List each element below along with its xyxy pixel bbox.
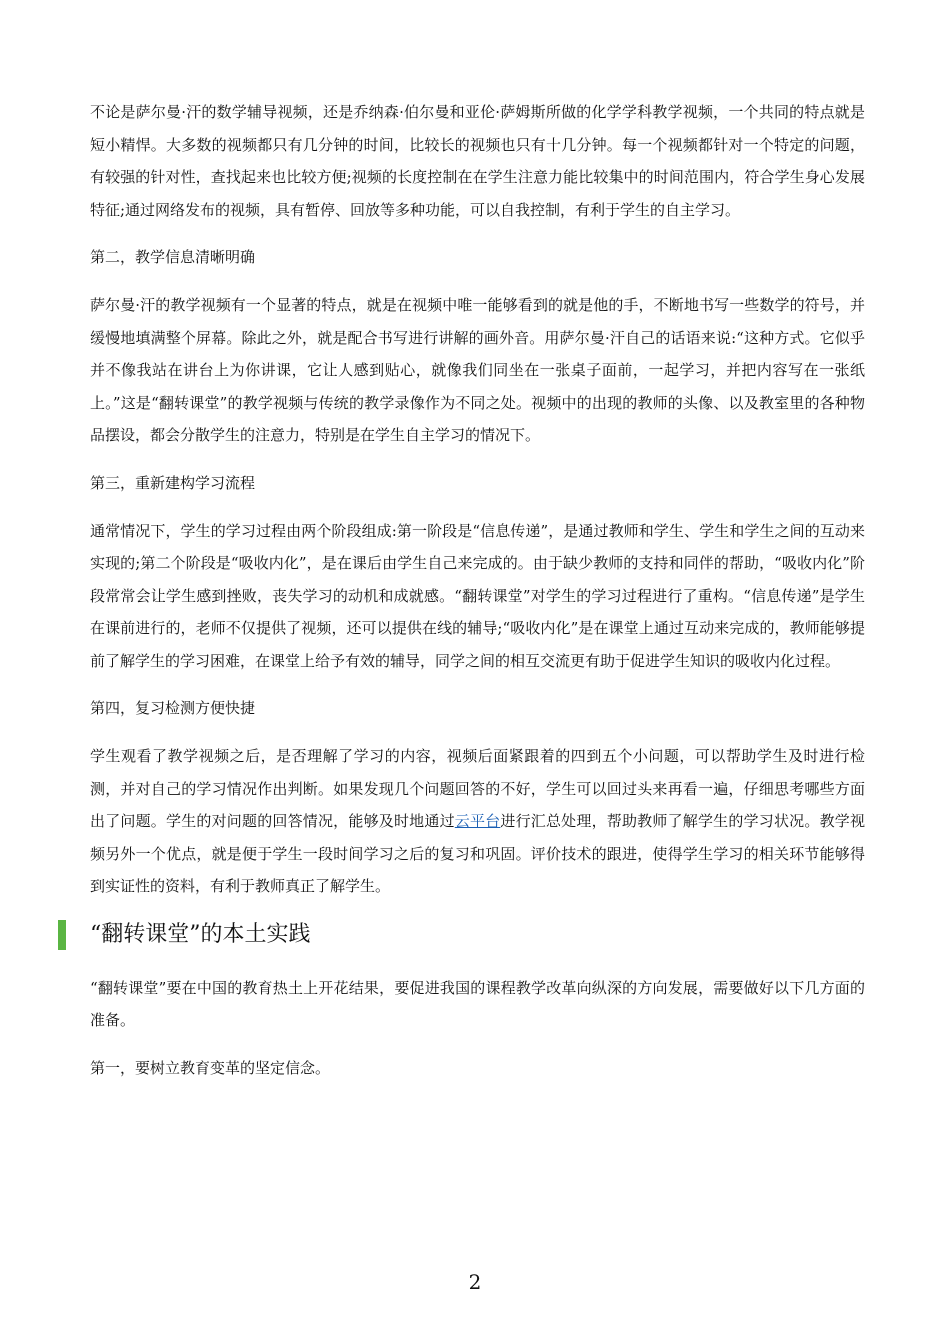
document-body bbox=[90, 96, 865, 1100]
paragraph: 通常情况下，学生的学习过程由两个阶段组成:第一阶段是“信息传递”，是通过教师和学生、学生和学生之间的互动来实现的;第二个阶段是“吸收内化”，是在课后由学生自己来完成的。由于缺少教师的支持和同伴的帮助，“吸收内化”阶段常常会让学生感到挫败，丧失学习的动机和成就感。“翻转课堂”对学生的学习过程进行了重构。“信息传递”是学生在课前进行的，老师不仅提供了视频，还可以提供在线的辅导;“吸收内化”是在课堂上通过互动来完成的，教师能够提前了解学生的学习困难，在课堂上给予有效的辅导，同学之间的相互交流更有助于促进学生知识的吸收内化过程。 bbox=[90, 521, 865, 670]
paragraph: 不论是萨尔曼·汗的数学辅导视频，还是乔纳森·伯尔曼和亚伦·萨姆斯所做的化学学科教学视频，一个共同的特点就是短小精悍。大多数的视频都只有几分钟的时间，比较长的视频也只有十几分钟。每一个视频都针对一个特定的问题，有较强的针对性，查找起来也比较方便;视频的长度控制在在学生注意力能比较集中的时间范围内，符合学生身心发展特征;通过网络发布的视频，具有暂停、回放等多种功能，可以自我控制，有利于学生的自主学习。 bbox=[90, 103, 865, 219]
paragraph: “翻转课堂”要在中国的教育热土上开花结果，要促进我国的课程教学改革向纵深的方向发展，需要做好以下几方面的准备。 bbox=[90, 978, 865, 1029]
subheading: 第二，教学信息清晰明确 bbox=[90, 248, 256, 266]
paragraph-text: 学生观看了教学视频之后，是否理解了学习的内容，视频后面紧跟着的四到五个小问题，可以帮助学生及时进行检测，并对自己的学习情况作出判断。如果发现几个问题回答的不好，学生可以回过头来再看一遍，仔细思考哪些方面出了问题。学生的对问题的回答情况，能够及时地通过 bbox=[90, 747, 865, 830]
section-title: “翻转课堂”的本土实践 bbox=[90, 921, 311, 947]
subheading: 第三，重新建构学习流程 bbox=[90, 473, 256, 492]
paragraph bbox=[90, 740, 865, 903]
heading-accent-bar bbox=[58, 920, 66, 950]
page-number: 2 bbox=[468, 1270, 482, 1294]
subheading: 第一，要树立教育变革的坚定信念。 bbox=[90, 1058, 331, 1077]
subheading: 第四，复习检测方便快捷 bbox=[90, 699, 256, 717]
cloud-platform-link[interactable]: 云平台 bbox=[454, 812, 501, 830]
section-heading bbox=[58, 920, 865, 950]
paragraph-text: 进行汇总处理，帮助教师了解学生的学习状况。教学视频另外一个优点，就是便于学生一段时间学习之后的复习和巩固。评价技术的跟进，使得学生学习的相关环节能够得到实证性的资料，有利于教师真正了解学生。 bbox=[90, 812, 865, 895]
paragraph: 萨尔曼·汗的教学视频有一个显著的特点，就是在视频中唯一能够看到的就是他的手，不断地书写一些数学的符号，并缓慢地填满整个屏幕。除此之外，就是配合书写进行讲解的画外音。用萨尔曼·汗自己的话语来说:“这种方式。它似乎并不像我站在讲台上为你讲课，它让人感到贴心，就像我们同坐在一张桌子面前，一起学习，并把内容写在一张纸上。”这是“翻转课堂”的教学视频与传统的教学录像作为不同之处。视频中的出现的教师的头像、以及教室里的各种物品摆设，都会分散学生的注意力，特别是在学生自主学习的情况下。 bbox=[90, 296, 865, 444]
